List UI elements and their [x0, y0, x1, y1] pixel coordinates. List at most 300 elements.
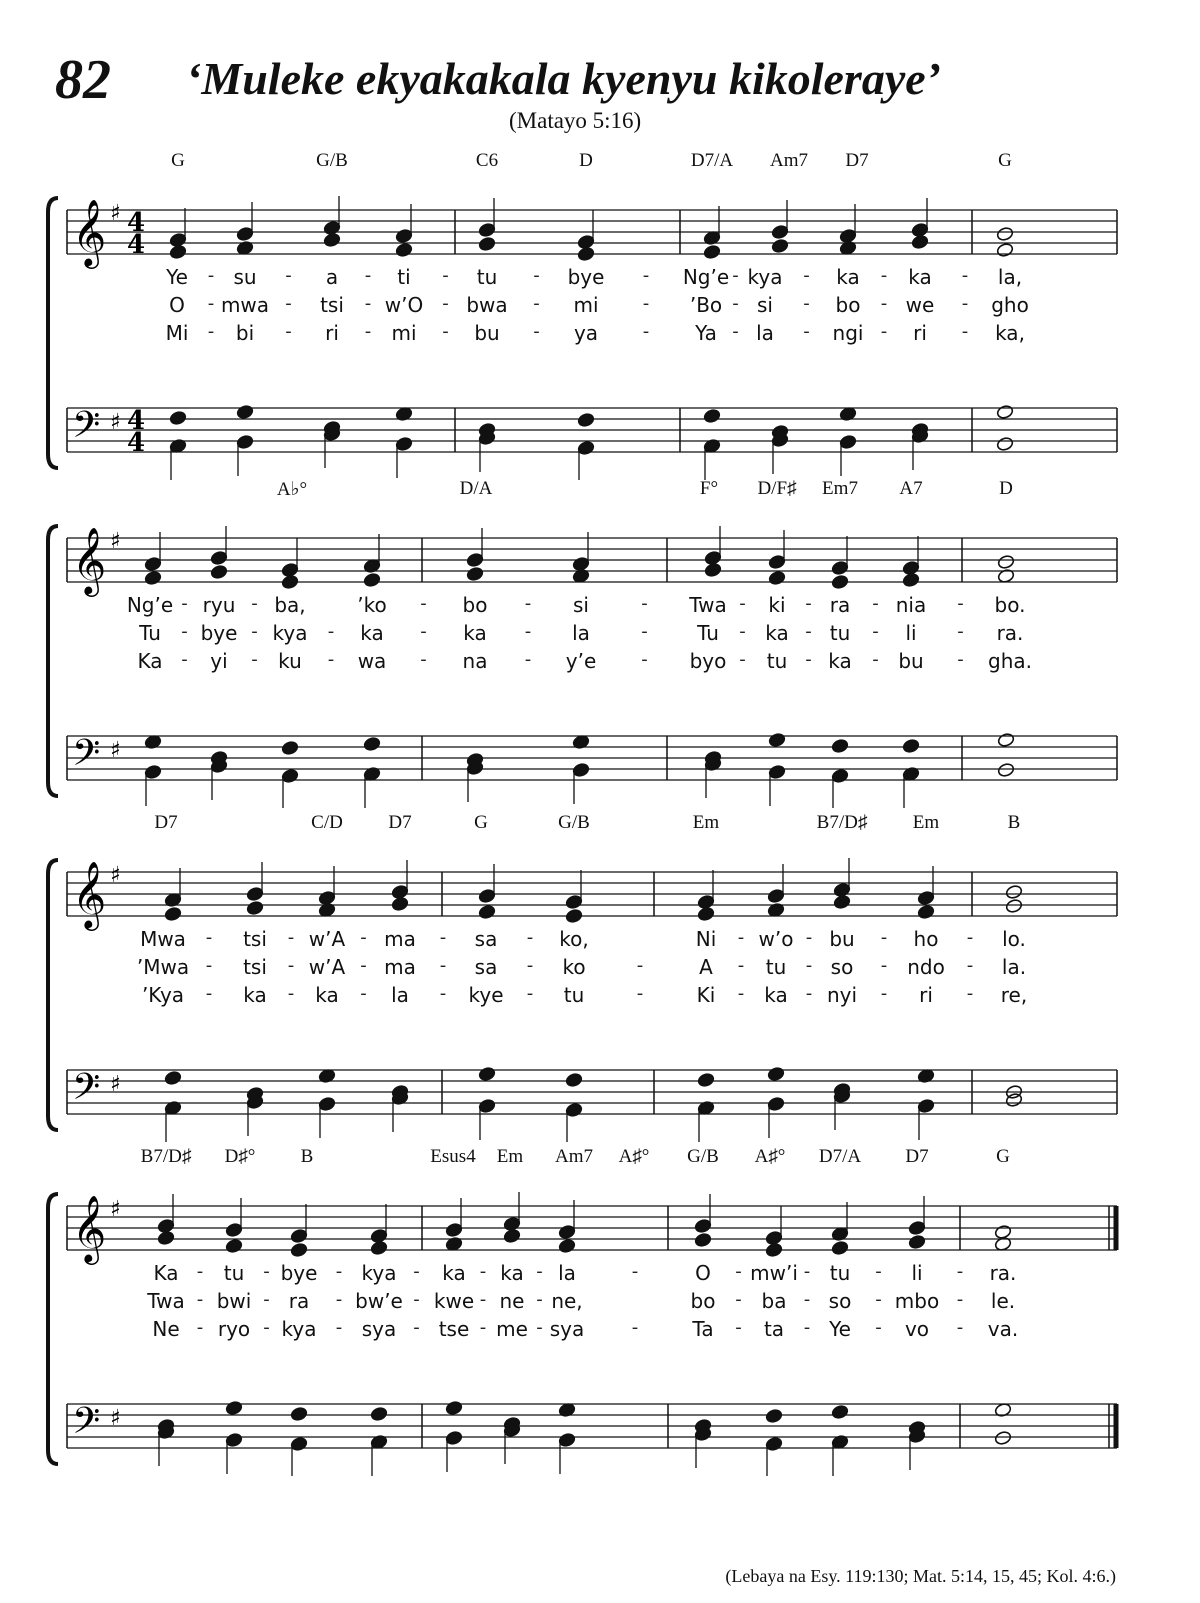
chord-symbol: Esus4	[430, 1146, 476, 1167]
lyric-syllable: bu	[474, 321, 500, 345]
lyric-hyphen: -	[360, 955, 367, 976]
lyric-hyphen: -	[524, 621, 532, 642]
lyric-syllable: re,	[1000, 983, 1028, 1007]
lyric-syllable: ne,	[551, 1289, 583, 1313]
lyric-syllable: w’o	[758, 927, 794, 951]
lyric-hyphen: -	[360, 983, 367, 1004]
lyric-hyphen: -	[360, 927, 367, 948]
lyric-hyphen: -	[805, 621, 812, 642]
lyric-hyphen: -	[803, 265, 810, 286]
chord-symbol: Em	[692, 812, 720, 833]
lyric-hyphen: -	[205, 927, 213, 948]
lyric-syllable: A	[699, 955, 713, 979]
lyric-hyphen: -	[636, 983, 644, 1004]
lyric-syllable: w’A	[308, 927, 346, 951]
lyric-syllable: nia	[895, 593, 927, 617]
bass-clef-icon: 𝄢	[72, 1400, 101, 1451]
treble-note	[246, 900, 264, 915]
lyric-syllable: tu	[765, 955, 787, 979]
bass-note	[996, 436, 1014, 451]
lyric-syllable: ya	[573, 321, 599, 345]
treble-note	[771, 238, 789, 253]
lyric-syllable: nyi	[826, 983, 858, 1007]
lyric-hyphen: -	[207, 265, 215, 286]
lyric-syllable: ba,	[274, 593, 306, 617]
lyric-syllable: Ye	[829, 1317, 851, 1341]
lyric-hyphen: -	[533, 321, 540, 342]
lyric-hyphen: -	[872, 593, 879, 614]
key-signature-sharp: ♯	[110, 863, 121, 888]
chord-symbol: G	[474, 812, 488, 833]
lyric-hyphen: -	[251, 621, 258, 642]
bass-note	[144, 764, 162, 779]
bass-note	[697, 1072, 715, 1087]
lyric-syllable: ka	[463, 621, 487, 645]
lyric-hyphen: -	[413, 1289, 420, 1310]
lyric-syllable: vo	[904, 1317, 930, 1341]
bass-note	[281, 740, 299, 755]
time-signature-digit: 4	[127, 428, 146, 458]
lyric-syllable: bo	[462, 593, 488, 617]
lyric-hyphen: -	[803, 1317, 811, 1338]
treble-note	[290, 1242, 308, 1257]
lyric-hyphen: -	[872, 621, 879, 642]
treble-note	[917, 890, 935, 905]
bass-note	[318, 1096, 336, 1111]
lyric-syllable: ki	[768, 593, 786, 617]
song-number: 82	[55, 49, 111, 111]
lyric-syllable: ti	[397, 265, 411, 289]
treble-note	[164, 906, 182, 921]
lyric-hyphen: -	[263, 1289, 270, 1310]
bass-note	[997, 732, 1015, 747]
bass-note	[765, 1436, 783, 1451]
bass-note	[290, 1406, 308, 1421]
treble-clef-icon: 𝄞	[72, 526, 107, 594]
bass-note	[478, 1098, 496, 1113]
lyric-syllable: ko	[562, 955, 586, 979]
lyric-hyphen: -	[737, 955, 745, 976]
treble-note	[445, 1222, 463, 1237]
lyric-syllable: ko,	[559, 927, 589, 951]
lyric-hyphen: -	[875, 1261, 882, 1282]
lyric-syllable: ’Bo	[689, 293, 723, 317]
lyric-syllable: ra.	[989, 1261, 1017, 1285]
lyric-syllable: we	[905, 293, 935, 317]
treble-note	[694, 1232, 712, 1247]
treble-note	[225, 1222, 243, 1237]
chord-symbol: D/A	[459, 478, 493, 499]
lyric-hyphen: -	[263, 1317, 270, 1338]
lyric-hyphen: -	[207, 293, 215, 314]
treble-note	[478, 888, 496, 903]
lyric-hyphen: -	[439, 955, 447, 976]
bass-note	[445, 1430, 463, 1445]
lyric-hyphen: -	[956, 1317, 964, 1338]
lyric-syllable: bo	[690, 1289, 716, 1313]
lyric-hyphen: -	[251, 649, 258, 670]
lyric-syllable: ka	[828, 649, 852, 673]
lyric-syllable: li	[911, 1261, 923, 1285]
lyric-syllable: la	[756, 321, 774, 345]
lyric-hyphen: -	[364, 265, 372, 286]
bass-note	[577, 412, 595, 427]
bass-note	[577, 440, 595, 455]
treble-note	[833, 882, 851, 897]
lyric-hyphen: -	[420, 621, 427, 642]
lyric-syllable: mwa	[220, 293, 270, 317]
lyric-syllable: ryo	[217, 1317, 251, 1341]
bass-note	[225, 1432, 243, 1447]
bass-note	[831, 768, 849, 783]
treble-note	[703, 244, 721, 259]
lyric-syllable: ndo	[907, 955, 945, 979]
lyric-hyphen: -	[285, 293, 292, 314]
lyric-hyphen: -	[420, 649, 427, 670]
lyric-syllable: y’e	[565, 649, 597, 673]
lyric-hyphen: -	[803, 1261, 811, 1282]
treble-note	[577, 234, 595, 249]
chord-symbol: B7/D♯	[816, 812, 868, 833]
lyric-syllable: kya	[747, 265, 783, 289]
lyric-syllable: kye	[468, 983, 504, 1007]
treble-clef-icon: 𝄞	[72, 860, 107, 928]
bass-note	[558, 1432, 576, 1447]
lyric-hyphen: -	[251, 593, 258, 614]
time-signature-digit: 4	[127, 230, 146, 260]
chord-symbol: G	[998, 150, 1012, 171]
bass-note	[395, 436, 413, 451]
treble-note	[997, 554, 1015, 569]
lyric-hyphen: -	[439, 927, 447, 948]
treble-note	[768, 554, 786, 569]
bass-note	[565, 1072, 583, 1087]
song-title: ‘Muleke ekyakakala kyenyu kikoleraye’	[186, 53, 941, 104]
lyric-hyphen: -	[739, 621, 746, 642]
lyric-syllable: la	[391, 983, 409, 1007]
treble-note	[767, 888, 785, 903]
lyric-hyphen: -	[181, 621, 188, 642]
lyric-syllable: mi	[391, 321, 417, 345]
lyric-syllable: ra	[288, 1289, 310, 1313]
chord-symbol: Em	[912, 812, 940, 833]
lyric-syllable: ka	[765, 621, 789, 645]
treble-note	[558, 1238, 576, 1253]
bass-note	[370, 1406, 388, 1421]
lyric-verse-1	[0, 927, 1200, 953]
bass-note	[290, 1436, 308, 1451]
lyric-hyphen: -	[413, 1261, 420, 1282]
chord-symbol: B7/D♯	[140, 1146, 192, 1167]
treble-note	[478, 222, 496, 237]
bass-note	[994, 1430, 1012, 1445]
lyric-syllable: ’Kya	[141, 983, 185, 1007]
lyric-syllable: Ki	[696, 983, 716, 1007]
lyric-hyphen: -	[364, 293, 372, 314]
lyric-verse-3	[0, 649, 1200, 675]
lyric-hyphen: -	[739, 649, 746, 670]
key-signature-sharp: ♯	[110, 738, 121, 763]
lyric-hyphen: -	[205, 983, 213, 1004]
lyric-syllable: ngi	[832, 321, 864, 345]
lyric-hyphen: -	[526, 983, 534, 1004]
lyric-syllable: Tu	[139, 621, 161, 645]
lyric-hyphen: -	[327, 649, 335, 670]
lyric-hyphen: -	[805, 927, 813, 948]
lyric-hyphen: -	[641, 649, 648, 670]
lyric-syllable: ka	[442, 1261, 466, 1285]
lyric-syllable: sya	[361, 1317, 397, 1341]
lyric-hyphen: -	[413, 1317, 420, 1338]
treble-note	[771, 224, 789, 239]
lyric-syllable: bi	[235, 321, 255, 345]
lyric-syllable: me	[496, 1317, 528, 1341]
treble-note	[281, 562, 299, 577]
bass-note	[478, 1066, 496, 1081]
lyric-syllable: gho	[991, 293, 1029, 317]
key-signature-sharp: ♯	[110, 201, 121, 226]
bass-clef-icon: 𝄢	[72, 1066, 101, 1117]
lyric-syllable: si	[757, 293, 773, 317]
lyric-hyphen: -	[533, 293, 540, 314]
lyric-hyphen: -	[956, 1289, 964, 1310]
treble-note	[697, 894, 715, 909]
chord-symbol: Em	[496, 1146, 524, 1167]
lyric-syllable: Twa	[147, 1289, 185, 1313]
bass-note	[831, 1404, 849, 1419]
lyric-hyphen: -	[263, 1261, 270, 1282]
treble-note	[144, 556, 162, 571]
lyric-hyphen: -	[287, 983, 295, 1004]
treble-note	[370, 1228, 388, 1243]
lyric-syllable: tu	[829, 1261, 851, 1285]
lyric-syllable: mi	[573, 293, 599, 317]
treble-note	[478, 236, 496, 251]
lyric-syllable: sa	[474, 955, 498, 979]
lyric-hyphen: -	[364, 321, 372, 342]
chord-symbol: G	[996, 1146, 1010, 1167]
treble-note	[565, 908, 583, 923]
treble-note	[169, 232, 187, 247]
lyric-syllable: Mi	[165, 321, 189, 345]
lyric-hyphen: -	[196, 1261, 204, 1282]
treble-note	[370, 1240, 388, 1255]
lyric-hyphen: -	[739, 593, 746, 614]
chord-symbol: C/D	[311, 812, 343, 833]
bass-note	[839, 434, 857, 449]
bass-note	[768, 732, 786, 747]
lyric-hyphen: -	[442, 265, 449, 286]
time-signature-digit: 4	[127, 208, 146, 238]
lyric-hyphen: -	[196, 1289, 204, 1310]
lyric-syllable: lo.	[1002, 927, 1026, 951]
lyric-hyphen: -	[880, 983, 888, 1004]
lyric-hyphen: -	[803, 1289, 811, 1310]
lyric-syllable: w’O	[384, 293, 424, 317]
lyric-hyphen: -	[732, 265, 739, 286]
chord-symbol: G/B	[687, 1146, 719, 1167]
lyric-syllable: so	[830, 955, 854, 979]
lyric-syllable: ’Mwa	[136, 955, 190, 979]
treble-note	[911, 234, 929, 249]
treble-note	[908, 1220, 926, 1235]
treble-note	[169, 244, 187, 259]
bass-note	[767, 1096, 785, 1111]
treble-note	[290, 1228, 308, 1243]
lyric-syllable: sa	[474, 927, 498, 951]
lyric-syllable: tu	[223, 1261, 245, 1285]
chord-symbol: D♯°	[224, 1146, 256, 1167]
lyric-hyphen: -	[207, 321, 215, 342]
lyric-verse-2	[0, 1289, 1200, 1315]
lyric-syllable: ho	[913, 927, 939, 951]
bass-note	[996, 404, 1014, 419]
treble-note	[1005, 898, 1023, 913]
lyric-syllable: bye	[280, 1261, 318, 1285]
lyric-hyphen: -	[966, 955, 974, 976]
bass-note	[765, 1408, 783, 1423]
lyric-hyphen: -	[335, 1317, 343, 1338]
lyric-verse-3	[0, 1317, 1200, 1343]
treble-note	[768, 570, 786, 585]
lyric-syllable: Ng’e	[126, 593, 174, 617]
treble-note	[466, 552, 484, 567]
treble-note	[236, 226, 254, 241]
chord-symbol: Am7	[770, 150, 808, 171]
lyric-syllable: bo	[835, 293, 861, 317]
chord-symbol: D7/A	[690, 150, 734, 171]
key-signature-sharp: ♯	[110, 1197, 121, 1222]
treble-note	[917, 904, 935, 919]
lyric-syllable: Mwa	[140, 927, 186, 951]
lyric-hyphen: -	[205, 955, 213, 976]
treble-note	[157, 1218, 175, 1233]
lyric-hyphen: -	[966, 983, 974, 1004]
lyric-hyphen: -	[420, 593, 427, 614]
lyric-hyphen: -	[961, 321, 969, 342]
lyric-syllable: la.	[1001, 955, 1027, 979]
treble-note	[246, 886, 264, 901]
lyric-syllable: su	[233, 265, 257, 289]
chord-symbol: A7	[899, 478, 923, 499]
lyric-syllable: ryu	[202, 593, 236, 617]
lyric-syllable: ri	[913, 321, 927, 345]
chord-symbol: D7	[388, 812, 412, 833]
lyric-syllable: ka	[243, 983, 267, 1007]
lyric-syllable: Ka	[153, 1261, 179, 1285]
lyric-syllable: w’A	[308, 955, 346, 979]
lyric-hyphen: -	[479, 1317, 487, 1338]
lyric-verse-1	[0, 593, 1200, 619]
lyric-syllable: ra	[829, 593, 851, 617]
treble-note	[210, 550, 228, 565]
lyric-hyphen: -	[479, 1261, 487, 1282]
lyric-hyphen: -	[737, 927, 745, 948]
treble-note	[503, 1216, 521, 1231]
chord-symbol: A♭°	[276, 479, 308, 500]
lyric-syllable: ’ko	[357, 593, 387, 617]
lyric-syllable: la	[572, 621, 590, 645]
lyric-syllable: bwa	[466, 293, 508, 317]
bass-note	[917, 1098, 935, 1113]
lyric-hyphen: -	[805, 593, 812, 614]
lyric-hyphen: -	[196, 1317, 204, 1338]
lyric-syllable: na	[462, 649, 488, 673]
treble-note	[831, 574, 849, 589]
lyric-hyphen: -	[880, 293, 888, 314]
lyric-hyphen: -	[524, 649, 532, 670]
lyric-syllable: la	[558, 1261, 576, 1285]
system-3	[0, 812, 1200, 1142]
bass-note	[997, 762, 1015, 777]
lyric-hyphen: -	[327, 621, 335, 642]
lyric-hyphen: -	[957, 649, 964, 670]
treble-note	[996, 242, 1014, 257]
lyric-hyphen: -	[285, 321, 292, 342]
lyric-hyphen: -	[803, 321, 810, 342]
lyric-hyphen: -	[526, 955, 534, 976]
lyric-syllable: bw’e	[355, 1289, 403, 1313]
bass-note	[768, 764, 786, 779]
lyric-syllable: tu	[829, 621, 851, 645]
lyric-hyphen: -	[181, 649, 188, 670]
lyric-syllable: so	[828, 1289, 852, 1313]
treble-note	[833, 894, 851, 909]
lyric-syllable: ka	[764, 983, 788, 1007]
lyric-hyphen: -	[526, 927, 534, 948]
lyric-hyphen: -	[285, 265, 292, 286]
lyric-hyphen: -	[287, 955, 295, 976]
lyric-syllable: wa	[357, 649, 387, 673]
lyric-syllable: bu	[829, 927, 855, 951]
chord-symbol: G/B	[558, 812, 590, 833]
bass-note	[236, 404, 254, 419]
treble-note	[558, 1224, 576, 1239]
lyric-syllable: sya	[549, 1317, 585, 1341]
treble-note	[911, 222, 929, 237]
lyric-hyphen: -	[287, 927, 295, 948]
key-signature-sharp: ♯	[110, 1406, 121, 1431]
treble-clef-icon: 𝄞	[72, 1194, 107, 1262]
lyric-syllable: a	[325, 265, 339, 289]
chord-symbol: F°	[699, 478, 719, 499]
bass-clef-icon: 𝄢	[72, 732, 101, 783]
bass-note	[703, 408, 721, 423]
chord-symbol: D7	[845, 150, 869, 171]
lyric-hyphen: -	[642, 265, 650, 286]
key-signature-sharp: ♯	[110, 529, 121, 554]
treble-note	[994, 1224, 1012, 1239]
treble-note	[395, 228, 413, 243]
lyric-syllable: yi	[210, 649, 228, 673]
treble-note	[318, 890, 336, 905]
lyric-syllable: ka	[908, 265, 932, 289]
lyric-syllable: la,	[997, 265, 1023, 289]
lyric-hyphen: -	[479, 1289, 487, 1310]
lyric-verse-2	[0, 293, 1200, 319]
treble-note	[831, 1240, 849, 1255]
lyric-hyphen: -	[335, 1289, 343, 1310]
lyric-hyphen: -	[961, 265, 969, 286]
treble-note	[157, 1230, 175, 1245]
bass-clef-icon: 𝄢	[72, 404, 101, 455]
chord-symbol: D	[999, 478, 1013, 499]
lyric-hyphen: -	[641, 621, 648, 642]
lyric-hyphen: -	[880, 927, 888, 948]
lyric-hyphen: -	[536, 1317, 543, 1338]
lyric-syllable: Ka	[137, 649, 163, 673]
lyric-syllable: byo	[689, 649, 727, 673]
